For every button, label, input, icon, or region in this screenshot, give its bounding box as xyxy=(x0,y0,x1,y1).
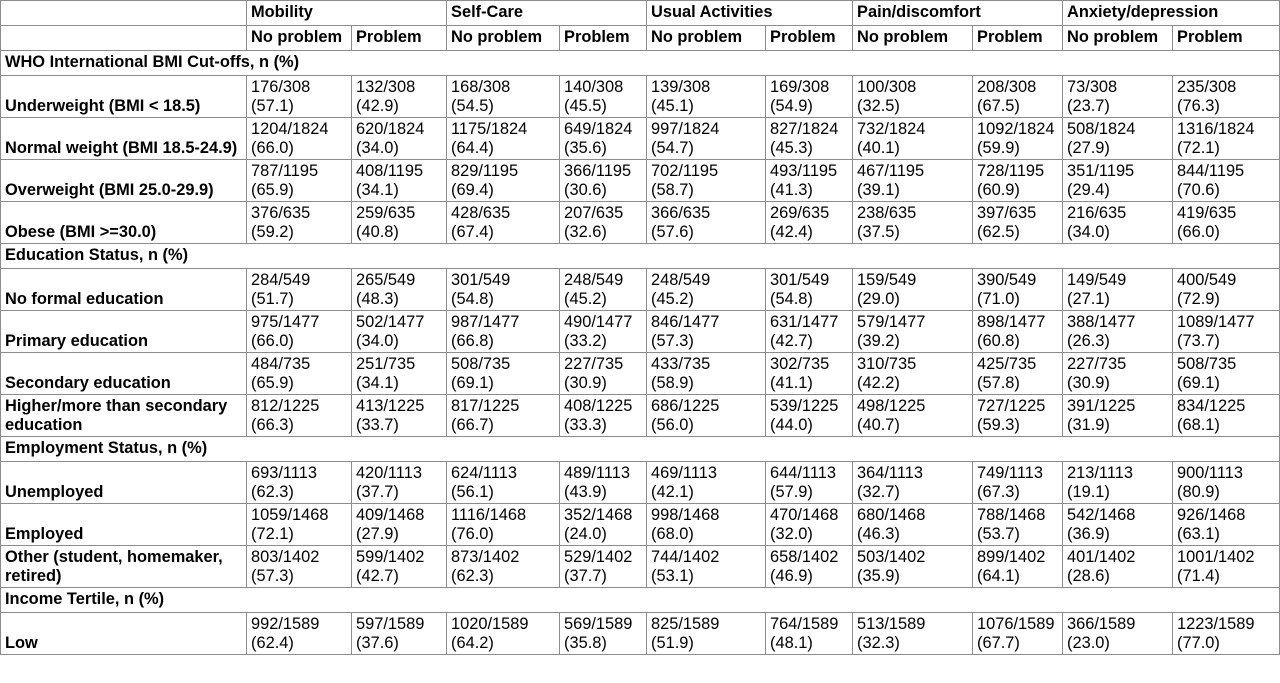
table-cell: 489/1113 (43.9) xyxy=(560,462,647,504)
table-cell: 728/1195 (60.9) xyxy=(973,160,1063,202)
table-cell: 391/1225 (31.9) xyxy=(1063,395,1173,437)
table-cell: 409/1468 (27.9) xyxy=(352,504,447,546)
table-cell: 352/1468 (24.0) xyxy=(560,504,647,546)
table-cell: 631/1477 (42.7) xyxy=(766,311,853,353)
table-cell: 159/549 (29.0) xyxy=(853,269,973,311)
table-cell: 484/735 (65.9) xyxy=(247,353,352,395)
table-row xyxy=(1,118,1280,160)
table-cell: 873/1402 (62.3) xyxy=(447,546,560,588)
table-cell: 238/635 (37.5) xyxy=(853,202,973,244)
table-cell: 539/1225 (44.0) xyxy=(766,395,853,437)
header-group: Usual Activities xyxy=(647,1,853,26)
table-cell: 401/1402 (28.6) xyxy=(1063,546,1173,588)
table-cell: 680/1468 (46.3) xyxy=(853,504,973,546)
table-row xyxy=(1,160,1280,202)
table-cell: 420/1113 (37.7) xyxy=(352,462,447,504)
table-cell: 433/735 (58.9) xyxy=(647,353,766,395)
table-cell: 992/1589 (62.4) xyxy=(247,613,352,655)
row-label: Higher/more than secondary education xyxy=(1,395,247,437)
header-corner xyxy=(1,26,247,51)
table-cell: 1223/1589 (77.0) xyxy=(1173,613,1280,655)
table-row xyxy=(1,202,1280,244)
table-cell: 1020/1589 (64.2) xyxy=(447,613,560,655)
table-cell: 100/308 (32.5) xyxy=(853,76,973,118)
header-sub: No problem xyxy=(247,26,352,51)
header-sub: Problem xyxy=(560,26,647,51)
table-cell: 502/1477 (34.0) xyxy=(352,311,447,353)
row-label: Obese (BMI >=30.0) xyxy=(1,202,247,244)
table-cell: 1076/1589 (67.7) xyxy=(973,613,1063,655)
table-cell: 787/1195 (65.9) xyxy=(247,160,352,202)
table-cell: 987/1477 (66.8) xyxy=(447,311,560,353)
table-cell: 599/1402 (42.7) xyxy=(352,546,447,588)
table-cell: 620/1824 (34.0) xyxy=(352,118,447,160)
table-row xyxy=(1,311,1280,353)
table-cell: 926/1468 (63.1) xyxy=(1173,504,1280,546)
table-cell: 467/1195 (39.1) xyxy=(853,160,973,202)
table-row xyxy=(1,269,1280,311)
table-cell: 764/1589 (48.1) xyxy=(766,613,853,655)
table-row xyxy=(1,504,1280,546)
row-label: Other (student, homemaker, retired) xyxy=(1,546,247,588)
table-cell: 265/549 (48.3) xyxy=(352,269,447,311)
table-cell: 310/735 (42.2) xyxy=(853,353,973,395)
table-cell: 825/1589 (51.9) xyxy=(647,613,766,655)
table-cell: 1001/1402 (71.4) xyxy=(1173,546,1280,588)
row-label: Underweight (BMI < 18.5) xyxy=(1,76,247,118)
table-cell: 649/1824 (35.6) xyxy=(560,118,647,160)
table-cell: 425/735 (57.8) xyxy=(973,353,1063,395)
table-cell: 366/1195 (30.6) xyxy=(560,160,647,202)
table-cell: 419/635 (66.0) xyxy=(1173,202,1280,244)
table-cell: 732/1824 (40.1) xyxy=(853,118,973,160)
table-cell: 1116/1468 (76.0) xyxy=(447,504,560,546)
table-cell: 827/1824 (45.3) xyxy=(766,118,853,160)
table-cell: 998/1468 (68.0) xyxy=(647,504,766,546)
row-label: Overweight (BMI 25.0-29.9) xyxy=(1,160,247,202)
table-cell: 207/635 (32.6) xyxy=(560,202,647,244)
table-cell: 301/549 (54.8) xyxy=(766,269,853,311)
table-cell: 140/308 (45.5) xyxy=(560,76,647,118)
table-cell: 817/1225 (66.7) xyxy=(447,395,560,437)
header-row-groups xyxy=(1,1,1280,26)
table-cell: 213/1113 (19.1) xyxy=(1063,462,1173,504)
header-sub: No problem xyxy=(447,26,560,51)
section-title: Employment Status, n (%) xyxy=(1,437,1280,462)
section-header-row xyxy=(1,244,1280,269)
table-cell: 569/1589 (35.8) xyxy=(560,613,647,655)
table-cell: 829/1195 (69.4) xyxy=(447,160,560,202)
section-header-row xyxy=(1,51,1280,76)
header-sub: Problem xyxy=(766,26,853,51)
table-cell: 644/1113 (57.9) xyxy=(766,462,853,504)
table-row xyxy=(1,76,1280,118)
header-group: Anxiety/depression xyxy=(1063,1,1280,26)
section-header-row xyxy=(1,588,1280,613)
table-cell: 388/1477 (26.3) xyxy=(1063,311,1173,353)
table-cell: 812/1225 (66.3) xyxy=(247,395,352,437)
table-cell: 899/1402 (64.1) xyxy=(973,546,1063,588)
header-sub: No problem xyxy=(647,26,766,51)
row-label: Employed xyxy=(1,504,247,546)
table-cell: 284/549 (51.7) xyxy=(247,269,352,311)
table-cell: 508/735 (69.1) xyxy=(447,353,560,395)
table-cell: 508/1824 (27.9) xyxy=(1063,118,1173,160)
table-cell: 366/1589 (23.0) xyxy=(1063,613,1173,655)
table-cell: 846/1477 (57.3) xyxy=(647,311,766,353)
row-label: Unemployed xyxy=(1,462,247,504)
table-cell: 469/1113 (42.1) xyxy=(647,462,766,504)
header-sub: Problem xyxy=(1173,26,1280,51)
table-cell: 364/1113 (32.7) xyxy=(853,462,973,504)
table-cell: 390/549 (71.0) xyxy=(973,269,1063,311)
table-cell: 658/1402 (46.9) xyxy=(766,546,853,588)
table-cell: 490/1477 (33.2) xyxy=(560,311,647,353)
row-label: Low xyxy=(1,613,247,655)
table-cell: 1059/1468 (72.1) xyxy=(247,504,352,546)
table-cell: 269/635 (42.4) xyxy=(766,202,853,244)
table-cell: 834/1225 (68.1) xyxy=(1173,395,1280,437)
row-label: Primary education xyxy=(1,311,247,353)
table-cell: 408/1225 (33.3) xyxy=(560,395,647,437)
header-sub: Problem xyxy=(973,26,1063,51)
table-cell: 169/308 (54.9) xyxy=(766,76,853,118)
table-cell: 1316/1824 (72.1) xyxy=(1173,118,1280,160)
table-cell: 301/549 (54.8) xyxy=(447,269,560,311)
table-row xyxy=(1,546,1280,588)
table-cell: 366/635 (57.6) xyxy=(647,202,766,244)
section-title: Income Tertile, n (%) xyxy=(1,588,1280,613)
table-cell: 529/1402 (37.7) xyxy=(560,546,647,588)
table-cell: 579/1477 (39.2) xyxy=(853,311,973,353)
table-cell: 428/635 (67.4) xyxy=(447,202,560,244)
table-cell: 227/735 (30.9) xyxy=(560,353,647,395)
section-header-row xyxy=(1,437,1280,462)
table-cell: 727/1225 (59.3) xyxy=(973,395,1063,437)
table-row xyxy=(1,353,1280,395)
table-cell: 470/1468 (32.0) xyxy=(766,504,853,546)
table-cell: 997/1824 (54.7) xyxy=(647,118,766,160)
section-title: WHO International BMI Cut-offs, n (%) xyxy=(1,51,1280,76)
row-label: No formal education xyxy=(1,269,247,311)
table-cell: 248/549 (45.2) xyxy=(560,269,647,311)
table-cell: 139/308 (45.1) xyxy=(647,76,766,118)
table-cell: 1089/1477 (73.7) xyxy=(1173,311,1280,353)
table-cell: 493/1195 (41.3) xyxy=(766,160,853,202)
table-cell: 749/1113 (67.3) xyxy=(973,462,1063,504)
table-cell: 176/308 (57.1) xyxy=(247,76,352,118)
table-cell: 168/308 (54.5) xyxy=(447,76,560,118)
table-cell: 1092/1824 (59.9) xyxy=(973,118,1063,160)
table-cell: 235/308 (76.3) xyxy=(1173,76,1280,118)
table-row xyxy=(1,395,1280,437)
header-group: Self-Care xyxy=(447,1,647,26)
table-cell: 744/1402 (53.1) xyxy=(647,546,766,588)
table-cell: 376/635 (59.2) xyxy=(247,202,352,244)
table-cell: 597/1589 (37.6) xyxy=(352,613,447,655)
table-cell: 227/735 (30.9) xyxy=(1063,353,1173,395)
table-cell: 498/1225 (40.7) xyxy=(853,395,973,437)
header-group: Mobility xyxy=(247,1,447,26)
table-cell: 1175/1824 (64.4) xyxy=(447,118,560,160)
table-cell: 702/1195 (58.7) xyxy=(647,160,766,202)
table-cell: 803/1402 (57.3) xyxy=(247,546,352,588)
table-cell: 302/735 (41.1) xyxy=(766,353,853,395)
table-cell: 400/549 (72.9) xyxy=(1173,269,1280,311)
table-cell: 788/1468 (53.7) xyxy=(973,504,1063,546)
table-cell: 248/549 (45.2) xyxy=(647,269,766,311)
table-cell: 408/1195 (34.1) xyxy=(352,160,447,202)
header-sub: No problem xyxy=(853,26,973,51)
table-cell: 149/549 (27.1) xyxy=(1063,269,1173,311)
table-cell: 397/635 (62.5) xyxy=(973,202,1063,244)
table-cell: 413/1225 (33.7) xyxy=(352,395,447,437)
table-cell: 900/1113 (80.9) xyxy=(1173,462,1280,504)
header-corner xyxy=(1,1,247,26)
table-row xyxy=(1,462,1280,504)
table-cell: 686/1225 (56.0) xyxy=(647,395,766,437)
table-cell: 513/1589 (32.3) xyxy=(853,613,973,655)
table-body xyxy=(1,51,1280,655)
table-cell: 132/308 (42.9) xyxy=(352,76,447,118)
table-cell: 251/735 (34.1) xyxy=(352,353,447,395)
header-sub: Problem xyxy=(352,26,447,51)
table-cell: 1204/1824 (66.0) xyxy=(247,118,352,160)
table-row xyxy=(1,613,1280,655)
table-cell: 542/1468 (36.9) xyxy=(1063,504,1173,546)
table-cell: 259/635 (40.8) xyxy=(352,202,447,244)
table-cell: 844/1195 (70.6) xyxy=(1173,160,1280,202)
table-cell: 898/1477 (60.8) xyxy=(973,311,1063,353)
row-label: Normal weight (BMI 18.5-24.9) xyxy=(1,118,247,160)
table-cell: 508/735 (69.1) xyxy=(1173,353,1280,395)
header-sub: No problem xyxy=(1063,26,1173,51)
table-cell: 624/1113 (56.1) xyxy=(447,462,560,504)
row-label: Secondary education xyxy=(1,353,247,395)
table-cell: 693/1113 (62.3) xyxy=(247,462,352,504)
header-row-sub xyxy=(1,26,1280,51)
table-cell: 216/635 (34.0) xyxy=(1063,202,1173,244)
table-cell: 351/1195 (29.4) xyxy=(1063,160,1173,202)
table-cell: 975/1477 (66.0) xyxy=(247,311,352,353)
table-cell: 208/308 (67.5) xyxy=(973,76,1063,118)
table-cell: 73/308 (23.7) xyxy=(1063,76,1173,118)
table-cell: 503/1402 (35.9) xyxy=(853,546,973,588)
header-group: Pain/discomfort xyxy=(853,1,1063,26)
section-title: Education Status, n (%) xyxy=(1,244,1280,269)
